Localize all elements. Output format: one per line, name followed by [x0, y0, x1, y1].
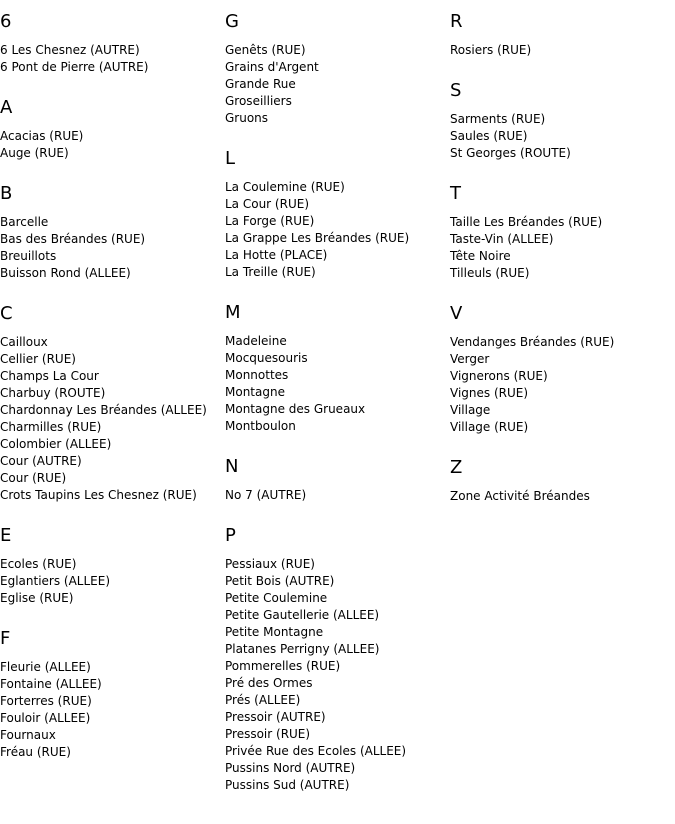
- street-list: [225, 333, 445, 435]
- street-link[interactable]: Zone Activité Bréandes: [450, 489, 590, 503]
- letter-heading: P: [225, 525, 236, 546]
- street-link[interactable]: Fontaine (ALLEE): [0, 677, 102, 691]
- street-link[interactable]: Cellier (RUE): [0, 352, 76, 366]
- street-link[interactable]: Acacias (RUE): [0, 129, 84, 143]
- street-link[interactable]: Cailloux: [0, 335, 48, 349]
- street-link[interactable]: Pressoir (AUTRE): [225, 710, 326, 724]
- letter-heading: 6: [0, 11, 12, 32]
- street-list: [450, 111, 675, 162]
- letter-heading: Z: [450, 457, 463, 478]
- street-link[interactable]: Montboulon: [225, 419, 296, 433]
- street-link[interactable]: Grains d'Argent: [225, 60, 319, 74]
- street-link[interactable]: Montagne des Grueaux: [225, 402, 366, 416]
- letter-heading: T: [450, 183, 461, 204]
- street-link[interactable]: Eglantiers (ALLEE): [0, 574, 111, 588]
- street-link[interactable]: Pessiaux (RUE): [225, 557, 315, 571]
- street-link[interactable]: Tête Noire: [450, 249, 511, 263]
- street-link[interactable]: Barcelle: [0, 215, 49, 229]
- index-column-1: [0, 10, 220, 781]
- street-link[interactable]: 6 Les Chesnez (AUTRE): [0, 43, 140, 57]
- letter-heading: L: [225, 148, 236, 169]
- street-list: [225, 42, 445, 127]
- letter-group: [450, 79, 675, 162]
- letter-group: [0, 96, 220, 162]
- street-link[interactable]: Cour (AUTRE): [0, 454, 82, 468]
- letter-heading: F: [0, 628, 11, 649]
- street-link[interactable]: Auge (RUE): [0, 146, 69, 160]
- letter-group: [225, 524, 445, 794]
- street-list: [0, 659, 220, 761]
- letter-heading: S: [450, 80, 462, 101]
- letter-group: [225, 455, 445, 504]
- street-list: [0, 214, 220, 282]
- street-link[interactable]: Fouloir (ALLEE): [0, 711, 91, 725]
- letter-heading: C: [0, 303, 13, 324]
- street-link[interactable]: Pré des Ormes: [225, 676, 313, 690]
- street-link[interactable]: Petite Montagne: [225, 625, 324, 639]
- street-link[interactable]: 6 Pont de Pierre (AUTRE): [0, 60, 149, 74]
- letter-group: [225, 301, 445, 435]
- street-list: [450, 334, 675, 436]
- street-link[interactable]: La Hotte (PLACE): [225, 248, 328, 262]
- street-link[interactable]: Platanes Perrigny (ALLEE): [225, 642, 380, 656]
- letter-heading: A: [0, 97, 13, 118]
- street-list: [0, 334, 220, 504]
- letter-heading: M: [225, 302, 241, 323]
- street-link[interactable]: Fleurie (ALLEE): [0, 660, 91, 674]
- street-link[interactable]: Village: [450, 403, 491, 417]
- street-link[interactable]: Tilleuls (RUE): [450, 266, 530, 280]
- letter-heading: R: [450, 11, 463, 32]
- street-link[interactable]: Crots Taupins Les Chesnez (RUE): [0, 488, 197, 502]
- street-link[interactable]: St Georges (ROUTE): [450, 146, 571, 160]
- street-list: [450, 488, 675, 505]
- letter-group: [0, 627, 220, 761]
- street-link[interactable]: Buisson Rond (ALLEE): [0, 266, 131, 280]
- street-link[interactable]: Taille Les Bréandes (RUE): [450, 215, 603, 229]
- street-link[interactable]: Vendanges Bréandes (RUE): [450, 335, 615, 349]
- letter-group: [450, 302, 675, 436]
- street-link[interactable]: Charmilles (RUE): [0, 420, 102, 434]
- street-link[interactable]: La Forge (RUE): [225, 214, 315, 228]
- letter-heading: V: [450, 303, 463, 324]
- street-list: [0, 128, 220, 162]
- street-link[interactable]: Sarments (RUE): [450, 112, 546, 126]
- street-link[interactable]: Colombier (ALLEE): [0, 437, 112, 451]
- street-link[interactable]: Rosiers (RUE): [450, 43, 532, 57]
- street-link[interactable]: Monnottes: [225, 368, 289, 382]
- street-link[interactable]: La Coulemine (RUE): [225, 180, 345, 194]
- street-link[interactable]: Champs La Cour: [0, 369, 99, 383]
- street-link[interactable]: Genêts (RUE): [225, 43, 306, 57]
- street-link[interactable]: Montagne: [225, 385, 285, 399]
- street-link[interactable]: Mocquesouris: [225, 351, 308, 365]
- street-link[interactable]: La Cour (RUE): [225, 197, 309, 211]
- street-link[interactable]: Breuillots: [0, 249, 57, 263]
- street-link[interactable]: Privée Rue des Ecoles (ALLEE): [225, 744, 407, 758]
- letter-heading: E: [0, 525, 12, 546]
- street-list: [450, 214, 675, 282]
- street-link[interactable]: Petit Bois (AUTRE): [225, 574, 335, 588]
- street-link[interactable]: Taste-Vin (ALLEE): [450, 232, 554, 246]
- street-link[interactable]: La Treille (RUE): [225, 265, 316, 279]
- street-link[interactable]: Village (RUE): [450, 420, 529, 434]
- street-link[interactable]: Prés (ALLEE): [225, 693, 301, 707]
- street-link[interactable]: Fournaux: [0, 728, 56, 742]
- street-list: [0, 556, 220, 607]
- index-column-3: [450, 10, 675, 525]
- letter-heading: B: [0, 183, 13, 204]
- letter-heading: G: [225, 11, 239, 32]
- street-list: [225, 487, 445, 504]
- street-link[interactable]: Pommerelles (RUE): [225, 659, 341, 673]
- letter-group: [450, 456, 675, 505]
- street-list: [450, 42, 675, 59]
- street-link[interactable]: Charbuy (ROUTE): [0, 386, 106, 400]
- index-column-2: [225, 10, 445, 814]
- street-link[interactable]: Madeleine: [225, 334, 287, 348]
- letter-group: [225, 10, 445, 127]
- street-link[interactable]: Verger: [450, 352, 490, 366]
- street-link[interactable]: La Grappe Les Bréandes (RUE): [225, 231, 410, 245]
- street-link[interactable]: Vignerons (RUE): [450, 369, 548, 383]
- letter-group: [0, 302, 220, 504]
- street-link[interactable]: Pressoir (RUE): [225, 727, 311, 741]
- street-link[interactable]: Gruons: [225, 111, 269, 125]
- street-link[interactable]: Bas des Bréandes (RUE): [0, 232, 146, 246]
- street-list: [225, 179, 445, 281]
- street-link[interactable]: Grande Rue: [225, 77, 296, 91]
- street-link[interactable]: No 7 (AUTRE): [225, 488, 307, 502]
- street-list: [225, 556, 445, 794]
- street-link[interactable]: Cour (RUE): [0, 471, 67, 485]
- street-list: [0, 42, 220, 76]
- letter-group: [0, 10, 220, 76]
- letter-group: [0, 182, 220, 282]
- letter-group: [450, 10, 675, 59]
- street-link[interactable]: Saules (RUE): [450, 129, 528, 143]
- street-link[interactable]: Ecoles (RUE): [0, 557, 77, 571]
- letter-group: [450, 182, 675, 282]
- street-link[interactable]: Vignes (RUE): [450, 386, 529, 400]
- street-link[interactable]: Pussins Sud (AUTRE): [225, 778, 350, 792]
- letter-group: [0, 524, 220, 607]
- street-link[interactable]: Pussins Nord (AUTRE): [225, 761, 356, 775]
- street-link[interactable]: Chardonnay Les Bréandes (ALLEE): [0, 403, 207, 417]
- letter-heading: N: [225, 456, 239, 477]
- street-link[interactable]: Fréau (RUE): [0, 745, 71, 759]
- street-link[interactable]: Petite Coulemine: [225, 591, 328, 605]
- street-link[interactable]: Petite Gautellerie (ALLEE): [225, 608, 380, 622]
- letter-group: [225, 147, 445, 281]
- street-link[interactable]: Eglise (RUE): [0, 591, 74, 605]
- street-link[interactable]: Forterres (RUE): [0, 694, 92, 708]
- street-link[interactable]: Groseilliers: [225, 94, 292, 108]
